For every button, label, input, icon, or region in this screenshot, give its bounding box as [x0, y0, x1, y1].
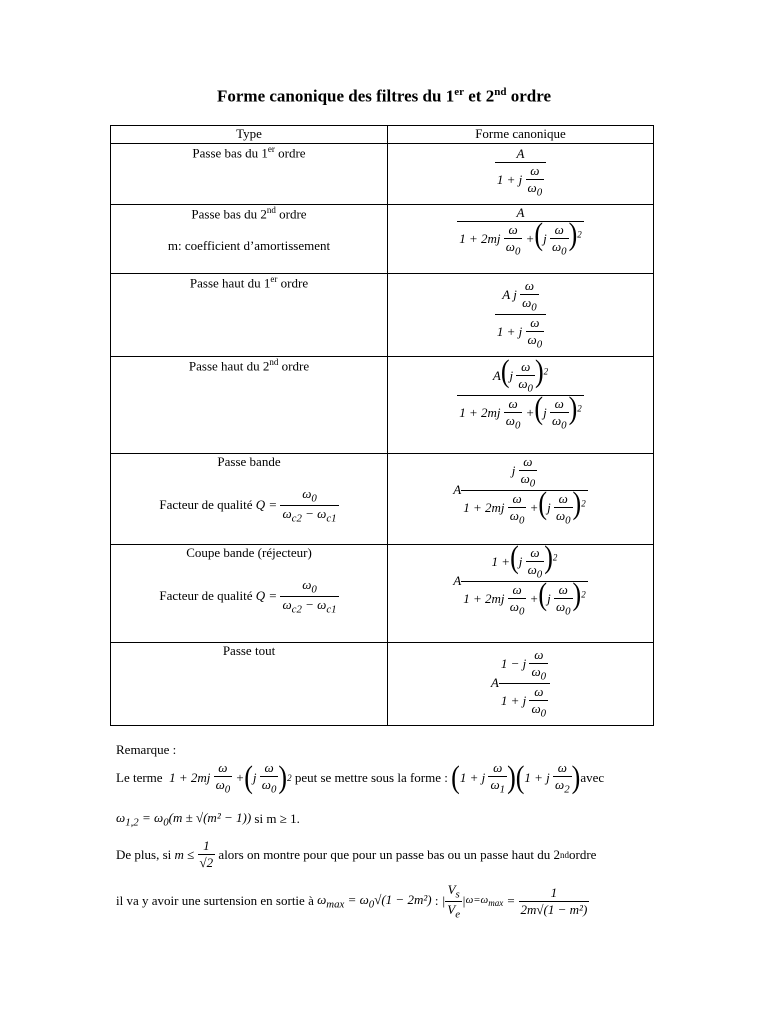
page-title: Forme canonique des filtres du 1er et 2nd ordre — [217, 86, 551, 106]
formula-cell: A j $\frac{\omega}{\omega_0}$ 1 + 2mj $\frac{\omega}{\omega_0}$ +(j $\frac{\omega}{\omega_0}$ )$^2$ — [388, 454, 654, 545]
header-type: Type — [111, 126, 388, 144]
formula-cell: A 1 +(j $\frac{\omega}{\omega_0}$ )$^2$ 1 + 2mj $\frac{\omega}{\omega_0}$ +(j $\frac{\omega}{\omega_0}$ )$^2$ — [388, 545, 654, 643]
remark-heading: Remarque : — [116, 742, 177, 757]
remark-line-3: De plus, si m ≤ 1 √2 alors on montre pour que pour un passe bas ou un passe haut du 2 nd ordre — [116, 838, 597, 870]
formula-cell: A 1 − j $\frac{\omega}{\omega_0}$ 1 + j $\frac{\omega}{\omega_0}$ — [388, 643, 654, 726]
row-type: Passe haut du 2nd ordre — [111, 357, 388, 454]
remark-line-2: $\omega_{1,2} = \omega_0(m \pm √(m^2 - 1))$ si m ≥ 1. — [116, 810, 300, 829]
row-type: Passe haut du 1er ordre — [111, 274, 388, 357]
filter-table — [110, 125, 654, 726]
formula-cell: A j $\frac{\omega}{\omega_0}$ 1 + j $\frac{\omega}{\omega_0}$ — [388, 274, 654, 357]
row-type: Passe bas du 1er ordre — [111, 144, 388, 205]
formula-cell: A 1 + j $\frac{\omega}{\omega_0}$ — [388, 144, 654, 205]
row-type: Coupe bande (réjecteur) Facteur de qualité Q = $\frac{\omega_0}{\omega_{c2} - \omega_{c1}}$ — [111, 545, 388, 643]
row-type: Passe bas du 2nd ordre m: coefficient d’amortissement — [111, 205, 388, 274]
formula-cell: A(j $\frac{\omega}{\omega_0}$ )$^2$ 1 + 2mj $\frac{\omega}{\omega_0}$ +(j $\frac{\omega}{\omega_0}$ )$^2$ — [388, 357, 654, 454]
remark-line-4: il va y avoir une surtension en sortie à $\omega_{max} = \omega_0√(1 - 2m^2)$ : | $V_s$ $V_e$ | $\omega=\omega_{max}$ = 1 2m√(1 − m²) — [116, 882, 588, 921]
row-type: Passe tout — [111, 643, 388, 726]
remark-line-1: Le terme 1 + 2mj ω $\omega_0$ + ( j ω $\omega_0$ ) 2 peut se mettre sous la forme : ( 1 + j ω $\omega_1$ ) ( 1 + j ω $\omega_2$ ) avec — [116, 759, 605, 796]
header-form: Forme canonique — [388, 126, 654, 144]
row-type: Passe bande Facteur de qualité Q = $\frac{\omega_0}{\omega_{c2} - \omega_{c1}}$ — [111, 454, 388, 545]
formula-cell: A 1 + 2mj $\frac{\omega}{\omega_0}$ +(j $\frac{\omega}{\omega_0}$ )$^2$ — [388, 205, 654, 274]
